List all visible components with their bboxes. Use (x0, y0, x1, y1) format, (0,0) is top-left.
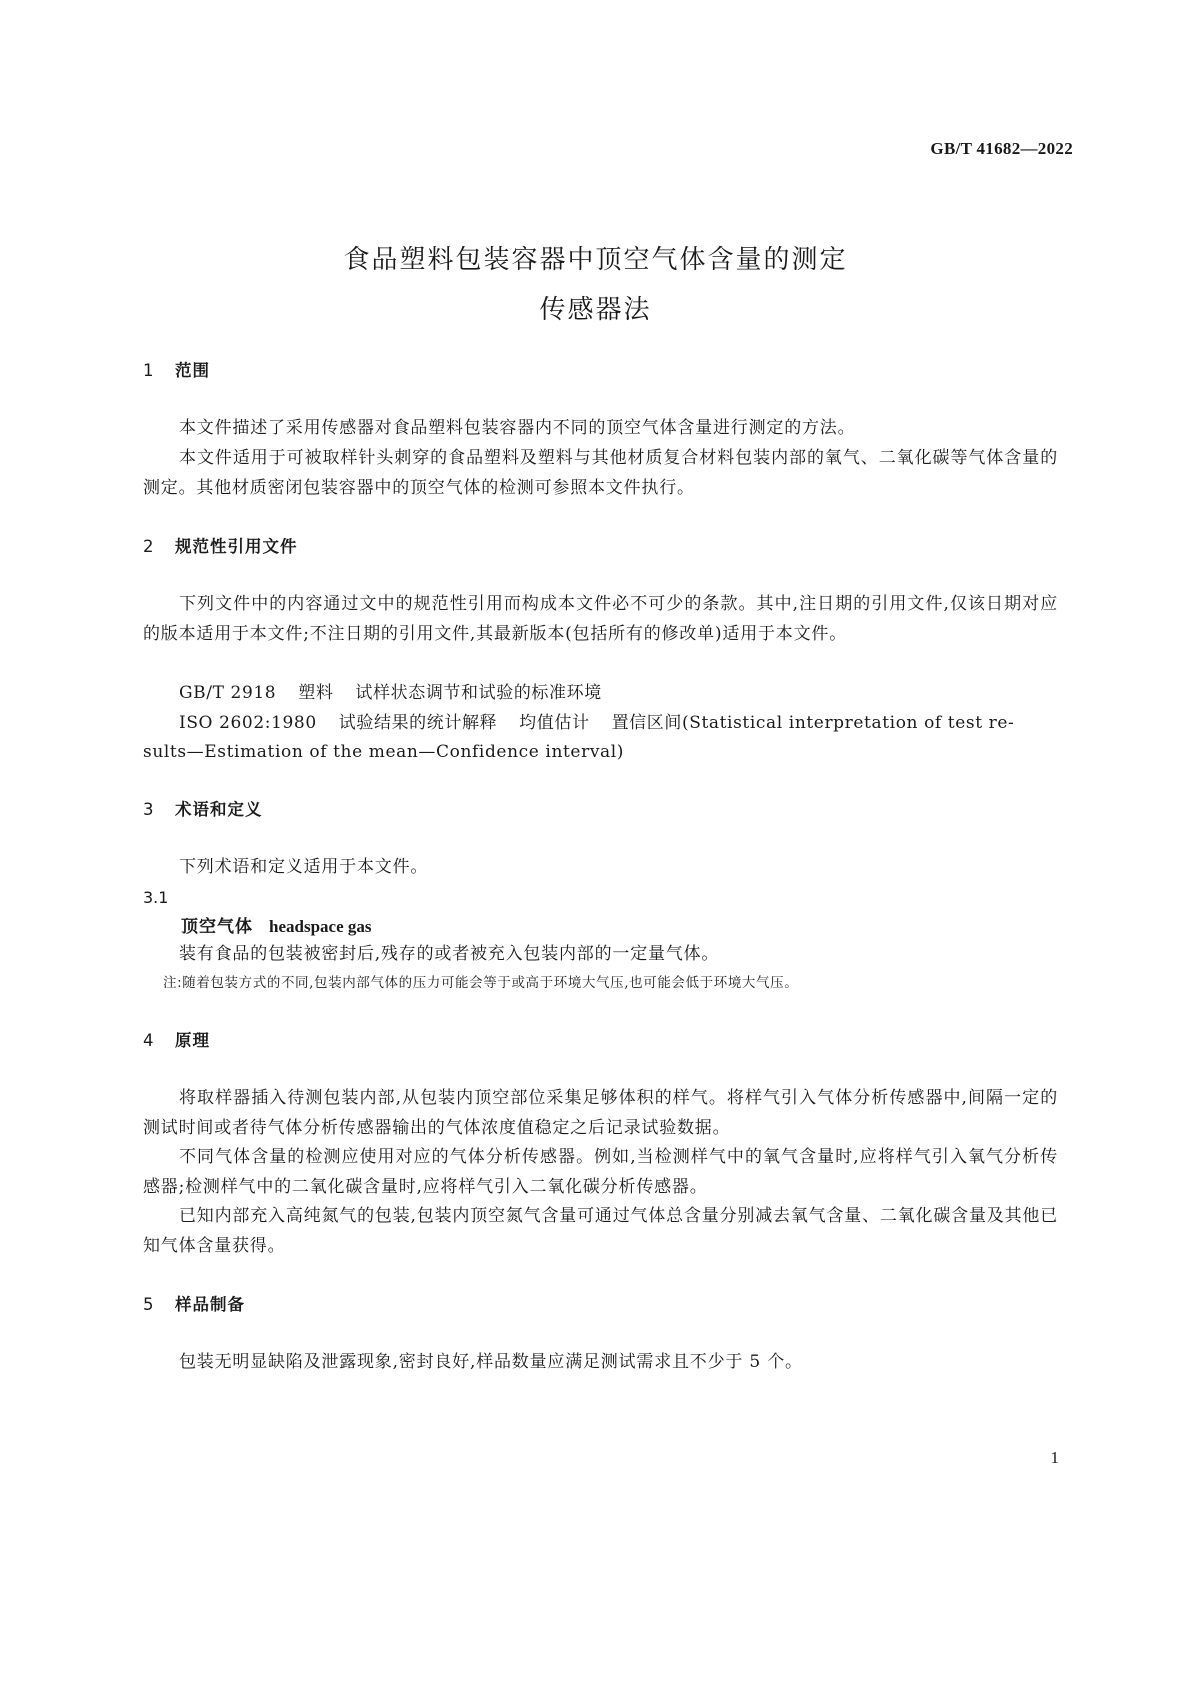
note-text: 随着包装方式的不同,包装内部气体的压力可能会等于或高于环境大气压,也可能会低于环境大气压。 (182, 975, 799, 991)
note-label: 注: (163, 975, 183, 991)
paragraph: 本文件适用于可被取样针头刺穿的食品塑料及塑料与其他材质复合材料包装内部的氧气、二氧化碳等气体含量的测定。其他材质密闭包装容器中的顶空气体的检测可参照本文件执行。 (143, 448, 1058, 498)
paragraph: 下列术语和定义适用于本文件。 (179, 857, 429, 877)
paragraph: 包装无明显缺陷及泄露现象,密封良好,样品数量应满足测试需求且不少于 5 个。 (179, 1352, 803, 1372)
section-title: 范围 (175, 361, 210, 380)
section-heading-normative-references (143, 539, 298, 556)
reference-title-part: 试验结果的统计解释 (338, 713, 498, 733)
term-name (181, 918, 371, 936)
paragraph: 将取样器插入待测包装内部,从包装内顶空部位采集足够体积的样气。将样气引入气体分析传感器中,间隔一定的测试时间或者待气体分析传感器输出的气体浓度值稳定之后记录试验数据。 (143, 1088, 1058, 1138)
paragraph: 不同气体含量的检测应使用对应的气体分析传感器。例如,当检测样气中的氧气含量时,应将样气引入氧气分析传感器;检测样气中的二氧化碳含量时,应将样气引入二氧化碳分析传感器。 (143, 1147, 1058, 1197)
reference-code: ISO 2602:1980 (179, 713, 317, 733)
reference-entry (179, 679, 602, 709)
term-number: 3.1 (143, 888, 169, 907)
section-number: 2 (143, 537, 154, 556)
section-heading-sample-preparation (143, 1297, 245, 1314)
section-number: 3 (143, 800, 154, 819)
term-name-en: headspace gas (269, 917, 372, 936)
paragraph: 下列文件中的内容通过文中的规范性引用而构成本文件必不可少的条款。其中,注日期的引用文件,仅该日期对应的版本适用于本文件;不注日期的引用文件,其最新版本(包括所有的修改单)适用于本文件。 (143, 594, 1058, 644)
reference-title-part: 试样状态调节和试验的标准环境 (355, 683, 602, 703)
section-title: 术语和定义 (175, 800, 263, 819)
section-heading-principle (143, 1033, 210, 1050)
page-number: 1 (1050, 1448, 1059, 1467)
section-heading-terms-and-definitions (143, 802, 263, 819)
term-name-zh: 顶空气体 (181, 917, 253, 937)
document-subtitle: 传感器法 (539, 295, 652, 325)
term-note (163, 977, 798, 991)
section-title: 原理 (175, 1031, 210, 1050)
reference-code: GB/T 2918 (179, 683, 277, 703)
section-title: 样品制备 (175, 1295, 245, 1314)
reference-title-part: 均值估计 (519, 713, 590, 733)
section-number: 4 (143, 1031, 154, 1050)
reference-title-part: 置信区间(Statistical interpretation of test re- (611, 713, 1015, 733)
reference-entry-continuation: sults—Estimation of the mean—Confidence interval) (143, 742, 625, 762)
reference-entry (179, 709, 1014, 739)
section-title: 规范性引用文件 (175, 537, 298, 556)
section-heading-scope (143, 363, 210, 380)
paragraph: 本文件描述了采用传感器对食品塑料包装容器内不同的顶空气体含量进行测定的方法。 (179, 418, 856, 438)
section-number: 5 (143, 1295, 154, 1314)
term-definition: 装有食品的包装被密封后,残存的或者被充入包装内部的一定量气体。 (179, 944, 720, 964)
paragraph: 已知内部充入高纯氮气的包装,包装内顶空氮气含量可通过气体总含量分别减去氧气含量、二氧化碳含量及其他已知气体含量获得。 (143, 1206, 1058, 1256)
section-number: 1 (143, 361, 154, 380)
document-title: 食品塑料包装容器中顶空气体含量的测定 (343, 245, 848, 275)
document-code: GB/T 41682—2022 (930, 139, 1073, 158)
reference-title-part: 塑料 (298, 683, 334, 703)
